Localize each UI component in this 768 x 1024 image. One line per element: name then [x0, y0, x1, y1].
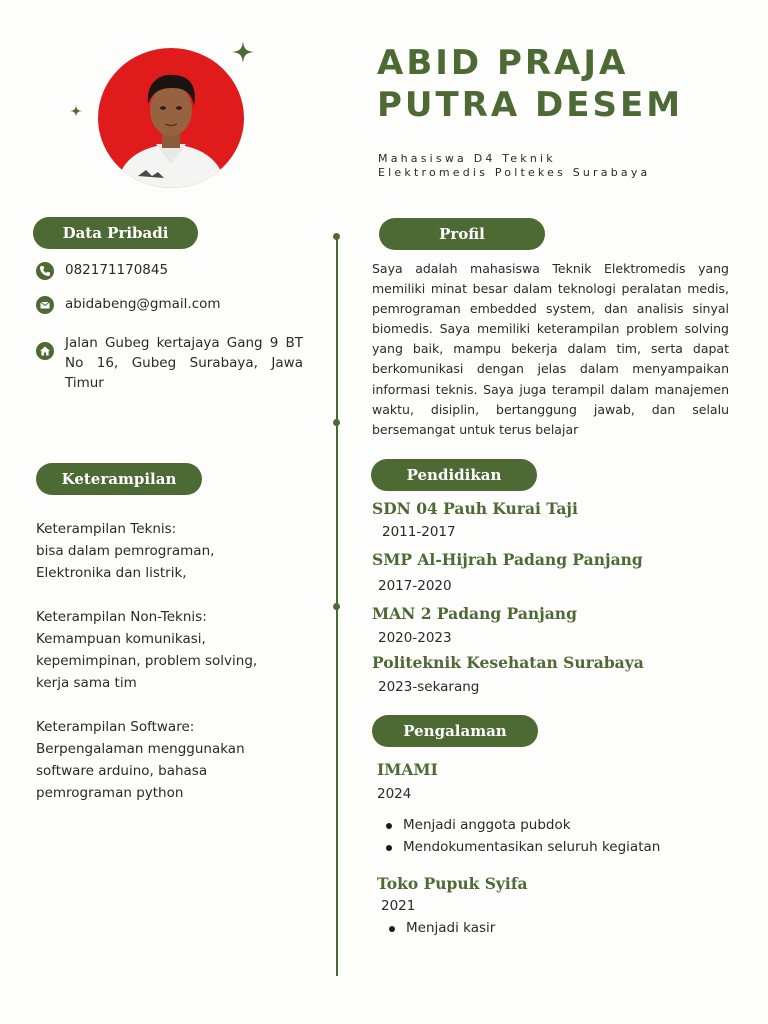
skills-software-title: Keterampilan Software: [36, 719, 195, 735]
experience-year: 2024 [377, 786, 412, 802]
divider-dot [333, 419, 340, 426]
skills-software [36, 716, 245, 804]
profile-photo [98, 48, 244, 188]
phone-icon [36, 262, 54, 280]
section-keterampilan: Keterampilan [36, 463, 202, 495]
education-school: SMP Al-Hijrah Padang Panjang [372, 550, 643, 569]
education-years: 2020-2023 [378, 630, 452, 646]
section-pengalaman: Pengalaman [372, 715, 538, 747]
subtitle [378, 152, 651, 180]
skills-software-line: Berpengalaman menggunakan [36, 741, 245, 757]
education-years: 2011-2017 [382, 524, 456, 540]
email-address: abidabeng@gmail.com [65, 296, 221, 312]
sparkle-icon [70, 105, 82, 117]
skills-non-teknis-line: kepemimpinan, problem solving, [36, 653, 258, 669]
name-line-1: ABID PRAJA [377, 43, 629, 83]
section-profil: Profil [379, 218, 545, 250]
divider-dot [333, 603, 340, 610]
subtitle-line-1: Mahasiswa D4 Teknik [378, 152, 556, 165]
phone-number: 082171170845 [65, 262, 169, 278]
skills-teknis-line: Elektronika dan listrik, [36, 565, 187, 581]
subtitle-line-2: Elektromedis Poltekes Surabaya [378, 166, 651, 179]
person-silhouette-icon [98, 48, 244, 188]
skills-non-teknis [36, 606, 257, 694]
section-pendidikan: Pendidikan [371, 459, 537, 491]
education-school: MAN 2 Padang Panjang [372, 604, 577, 623]
skills-teknis [36, 518, 214, 584]
experience-year: 2021 [381, 898, 416, 914]
home-icon [36, 342, 54, 360]
skills-teknis-line: bisa dalam pemrograman, [36, 543, 215, 559]
skills-non-teknis-title: Keterampilan Non-Teknis: [36, 609, 207, 625]
education-years: 2023-sekarang [378, 679, 480, 695]
skills-software-line: pemrograman python [36, 785, 184, 801]
skills-teknis-title: Keterampilan Teknis: [36, 521, 177, 537]
experience-org: IMAMI [377, 760, 438, 779]
education-school: Politeknik Kesehatan Surabaya [372, 653, 644, 672]
sparkle-icon [232, 41, 254, 63]
name-heading [377, 42, 683, 126]
skills-non-teknis-line: kerja sama tim [36, 675, 137, 691]
section-data-pribadi: Data Pribadi [33, 217, 198, 249]
skills-software-line: software arduino, bahasa [36, 763, 208, 779]
education-years: 2017-2020 [378, 578, 452, 594]
education-school: SDN 04 Pauh Kurai Taji [372, 499, 578, 518]
experience-item: Menjadi kasir [406, 920, 496, 936]
profile-text: Saya adalah mahasiswa Teknik Elektromedis yang memiliki minat besar dalam teknologi peralatan medis, pemrograman embedded system, dan analisis sinyal biomedis. Saya memiliki keterampilan problem solving yang baik, mampu bekerja dalam tim, serta dapat berkomunikasi dengan jelas dalam menyampaikan informasi teknis. Saya juga terampil dalam manajemen waktu, disiplin, bertanggung jawab, dan selalu bersemangat untuk terus belajar [372, 261, 729, 437]
experience-item: Mendokumentasikan seluruh kegiatan [403, 839, 661, 855]
name-line-2: PUTRA DESEM [377, 85, 684, 125]
experience-item: Menjadi anggota pubdok [403, 817, 571, 833]
skills-non-teknis-line: Kemampuan komunikasi, [36, 631, 206, 647]
home-address: Jalan Gubeg kertajaya Gang 9 BT No 16, Gubeg Surabaya, Jawa Timur [65, 335, 303, 391]
experience-org: Toko Pupuk Syifa [377, 874, 528, 893]
email-icon [36, 296, 54, 314]
divider-dot [333, 233, 340, 240]
